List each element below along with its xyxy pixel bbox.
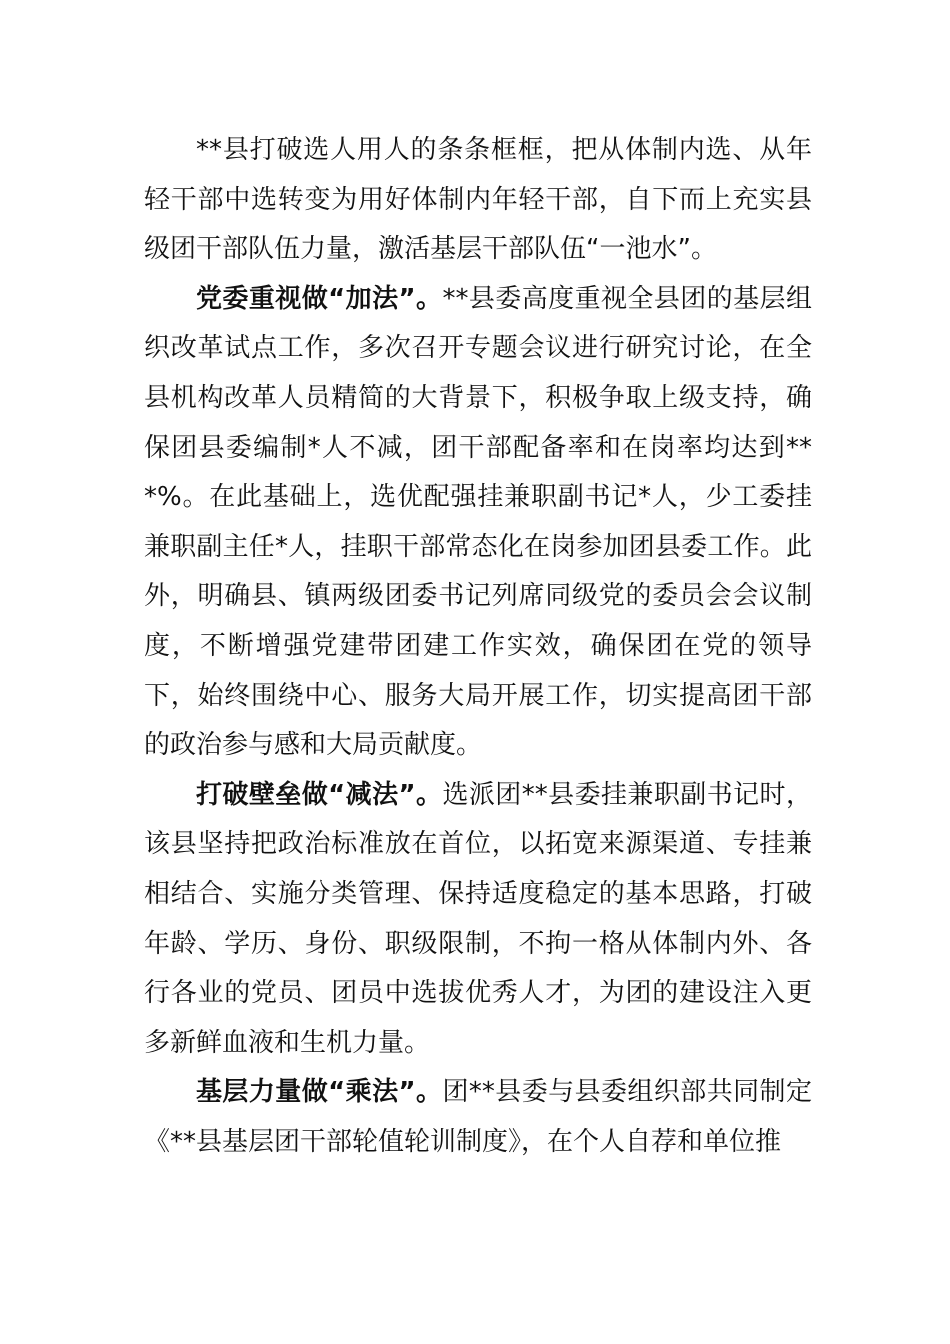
paragraph-heading: 打破壁垒做“减法”。 — [196, 779, 443, 810]
paragraph-heading: 基层力量做“乘法”。 — [196, 1077, 443, 1108]
paragraph-multiplication — [144, 1068, 812, 1167]
paragraph-addition — [144, 275, 812, 771]
paragraph-text: 选派团**县委挂兼职副书记时，该县坚持把政治标准放在首位，以拓宽来源渠道、专挂兼相结合、实施分类管理、保持适度稳定的基本思路，打破年龄、学历、身份、职级限制，不拘一格从体制内外、各行各业的党员、团员中选拔优秀人才，为团的建设注入更多新鲜血液和生机力量。 — [144, 779, 812, 1058]
paragraph-heading: 党委重视做“加法”。 — [196, 283, 443, 314]
paragraph-text: 团**县委与县委组织部共同制定《**县基层团干部轮值轮训制度》，在个人自荐和单位推 — [144, 1077, 812, 1157]
document-body — [144, 126, 812, 1167]
paragraph-text: **县打破选人用人的条条框框，把从体制内选、从年轻干部中选转变为用好体制内年轻干部，自下而上充实县级团干部队伍力量，激活基层干部队伍“一池水”。 — [144, 135, 812, 265]
paragraph-text: **县委高度重视全县团的基层组织改革试点工作，多次召开专题会议进行研究讨论，在全县机构改革人员精简的大背景下，积极争取上级支持，确保团县委编制*人不减，团干部配备率和在岗率均达到***%。在此基础上，选优配强挂兼职副书记*人，少工委挂兼职副主任*人，挂职干部常态化在岗参加团县委工作。此外，明确县、镇两级团委书记列席同级党的委员会会议制度，不断增强党建带团建工作实效，确保团在党的领导下，始终围绕中心、服务大局开展工作，切实提高团干部的政治参与感和大局贡献度。 — [144, 283, 812, 761]
paragraph-intro — [144, 126, 812, 275]
paragraph-subtraction — [144, 771, 812, 1069]
